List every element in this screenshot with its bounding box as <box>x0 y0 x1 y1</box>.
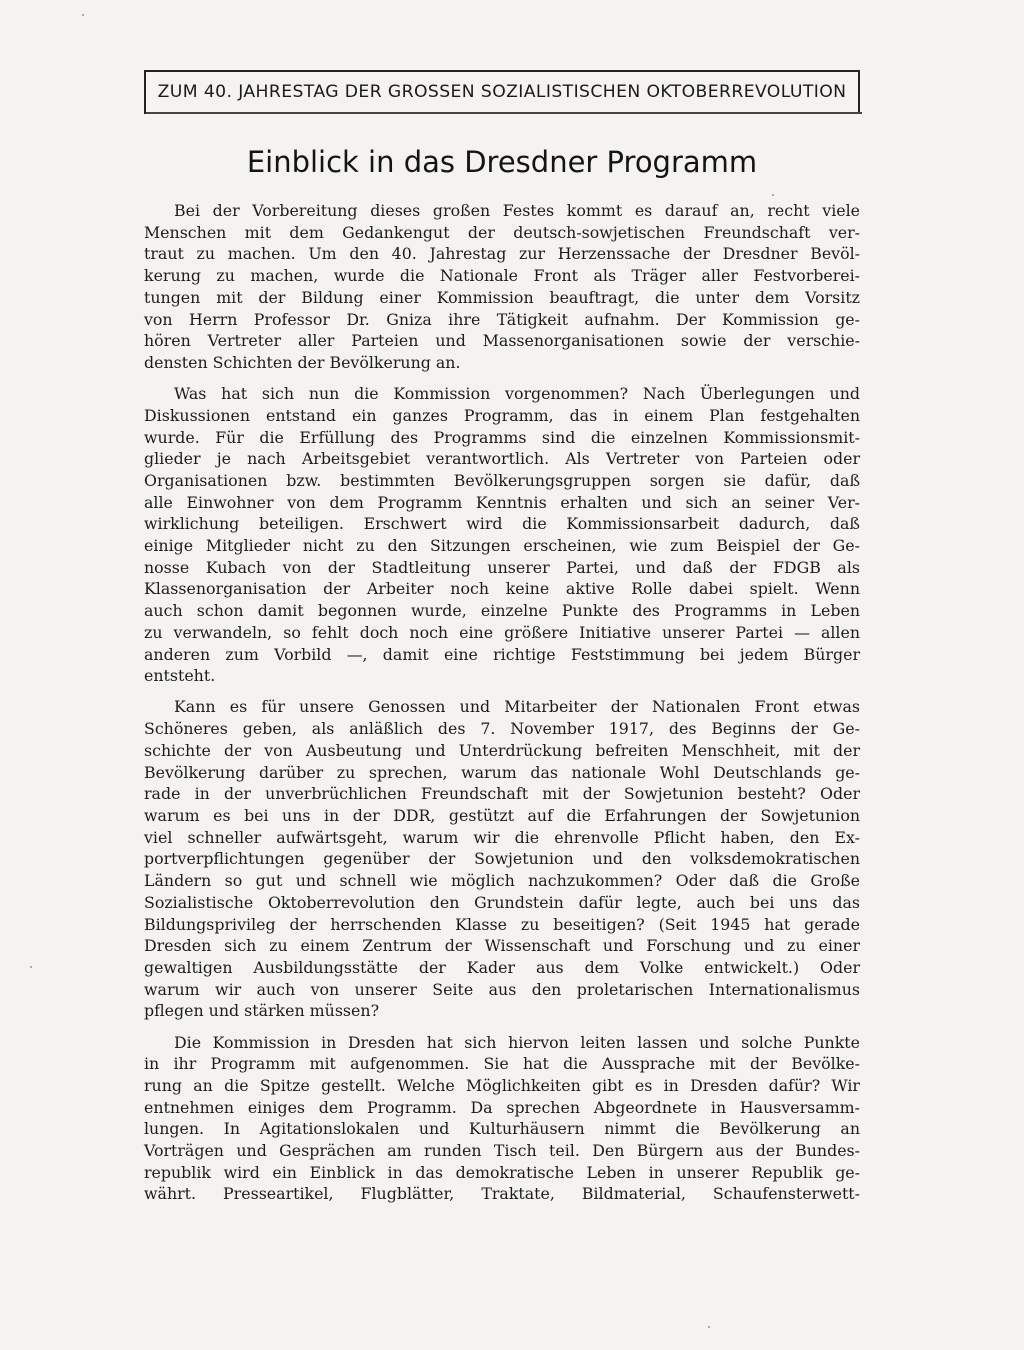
article-paragraph <box>144 200 860 374</box>
paper-speck <box>772 194 774 196</box>
text-line: schichte der von Ausbeutung und Unterdrückung befreiten Menschheit, mit der <box>144 740 860 760</box>
text-line: gewaltigen Ausbildungsstätte der Kader aus dem Volke entwickelt.) Oder <box>144 957 860 977</box>
text-line: auch schon damit begonnen wurde, einzelne Punkte des Programms in Leben <box>144 601 860 621</box>
text-line: einige Mitglieder nicht zu den Sitzungen erscheinen, wie zum Beispiel der Ge- <box>144 536 860 556</box>
text-line: rung an die Spitze gestellt. Welche Möglichkeiten gibt es in Dresden dafür? Wir <box>144 1075 860 1095</box>
text-line: Schöneres geben, als anläßlich des 7. November 1917, des Beginns der Ge- <box>144 719 860 739</box>
text-line: Dresden sich zu einem Zentrum der Wissenschaft und Forschung und zu einer <box>144 936 860 956</box>
text-line: nosse Kubach von der Stadtleitung unserer Partei, und daß der FDGB als <box>144 557 860 577</box>
text-line: Menschen mit dem Gedankengut der deutsch-sowjetischen Freundschaft ver- <box>144 222 860 242</box>
article-paragraph <box>144 1032 860 1206</box>
text-line: Ländern so gut und schnell wie möglich nachzukommen? Oder daß die Große <box>144 871 860 891</box>
text-line: zu verwandeln, so fehlt doch noch eine größere Initiative unserer Partei — allen <box>144 622 860 642</box>
text-line: Vorträgen und Gesprächen am runden Tisch teil. Den Bürgern aus der Bundes- <box>144 1141 860 1161</box>
text-line: traut zu machen. Um den 40. Jahrestag zur Herzenssache der Dresdner Bevöl- <box>144 244 860 264</box>
text-line: rade in der unverbrüchlichen Freundschaft mit der Sowjetunion besteht? Oder <box>144 784 860 804</box>
text-line: in ihr Programm mit aufgenommen. Sie hat die Aussprache mit der Bevölke- <box>144 1054 860 1074</box>
paper-speck <box>82 14 84 16</box>
text-line: alle Einwohner von dem Programm Kenntnis erhalten und sich an seiner Ver- <box>144 492 860 512</box>
text-line: von Herrn Professor Dr. Gniza ihre Tätigkeit aufnahm. Der Kommission ge- <box>144 309 860 329</box>
article-title: Einblick in das Dresdner Programm <box>246 145 758 179</box>
header-shadow-line <box>146 112 862 114</box>
text-line: Was hat sich nun die Kommission vorgenommen? Nach Überlegungen und <box>174 384 860 404</box>
text-line: tungen mit der Bildung einer Kommission beauftragt, die unter dem Vorsitz <box>144 287 860 307</box>
text-line: portverpflichtungen gegenüber der Sowjetunion und den volksdemokratischen <box>144 849 860 869</box>
text-line: hören Vertreter aller Parteien und Massenorganisationen sowie der verschie- <box>144 331 860 351</box>
header-banner-text: ZUM 40. JAHRESTAG DER GROSSEN SOZIALISTISCHEN OKTOBERREVOLUTION <box>157 82 847 102</box>
paper-speck <box>708 1326 710 1328</box>
text-line: Klassenorganisation der Arbeiter noch keine aktive Rolle dabei spielt. Wenn <box>144 579 860 599</box>
article-paragraph <box>144 383 860 687</box>
header-banner-box <box>144 70 860 114</box>
text-line: Organisationen bzw. bestimmten Bevölkerungsgruppen sorgen sie dafür, daß <box>144 470 860 490</box>
text-line: viel schneller aufwärtsgeht, warum wir die ehrenvolle Pflicht haben, den Ex- <box>144 827 860 847</box>
text-line: währt. Presseartikel, Flugblätter, Traktate, Bildmaterial, Schaufensterwett- <box>144 1184 860 1204</box>
text-line: republik wird ein Einblick in das demokratische Leben in unserer Republik ge- <box>144 1162 860 1182</box>
paper-speck <box>30 966 32 968</box>
text-line: Die Kommission in Dresden hat sich hiervon leiten lassen und solche Punkte <box>174 1032 860 1052</box>
text-line: warum es bei uns in der DDR, gestützt auf die Erfahrungen der Sowjetunion <box>144 805 860 825</box>
text-line: Kann es für unsere Genossen und Mitarbeiter der Nationalen Front etwas <box>174 697 860 717</box>
text-line: lungen. In Agitationslokalen und Kulturhäusern nimmt die Bevölkerung an <box>144 1119 860 1139</box>
text-line: Bei der Vorbereitung dieses großen Festes kommt es darauf an, recht viele <box>174 201 860 220</box>
text-line: wurde. Für die Erfüllung des Programms sind die einzelnen Kommissionsmit- <box>144 427 860 447</box>
text-line: anderen zum Vorbild —, damit eine richtige Feststimmung bei jedem Bürger <box>144 644 860 664</box>
text-line: Bildungsprivileg der herrschenden Klasse zu beseitigen? (Seit 1945 hat gerade <box>144 914 860 934</box>
text-line: entnehmen einiges dem Programm. Da sprechen Abgeordnete in Hausversamm- <box>144 1097 860 1117</box>
article-paragraph <box>144 696 860 1022</box>
text-line: densten Schichten der Bevölkerung an. <box>144 352 461 372</box>
text-line: Sozialistische Oktoberrevolution den Grundstein dafür legte, auch bei uns das <box>144 892 860 912</box>
text-line: pflegen und stärken müssen? <box>144 1001 380 1021</box>
text-line: entsteht. <box>144 666 216 686</box>
text-line: Diskussionen entstand ein ganzes Programm, das in einem Plan festgehalten <box>144 405 860 425</box>
text-line: kerung zu machen, wurde die Nationale Front als Träger aller Festvorberei- <box>144 266 860 286</box>
text-line: glieder je nach Arbeitsgebiet verantwortlich. Als Vertreter von Parteien oder <box>144 449 860 469</box>
text-line: warum wir auch von unserer Seite aus den proletarischen Internationalismus <box>144 979 860 999</box>
article-body <box>144 200 860 1205</box>
text-line: wirklichung beteiligen. Erschwert wird die Kommissionsarbeit dadurch, daß <box>144 514 860 534</box>
text-line: Bevölkerung darüber zu sprechen, warum das nationale Wohl Deutschlands ge- <box>144 762 860 782</box>
